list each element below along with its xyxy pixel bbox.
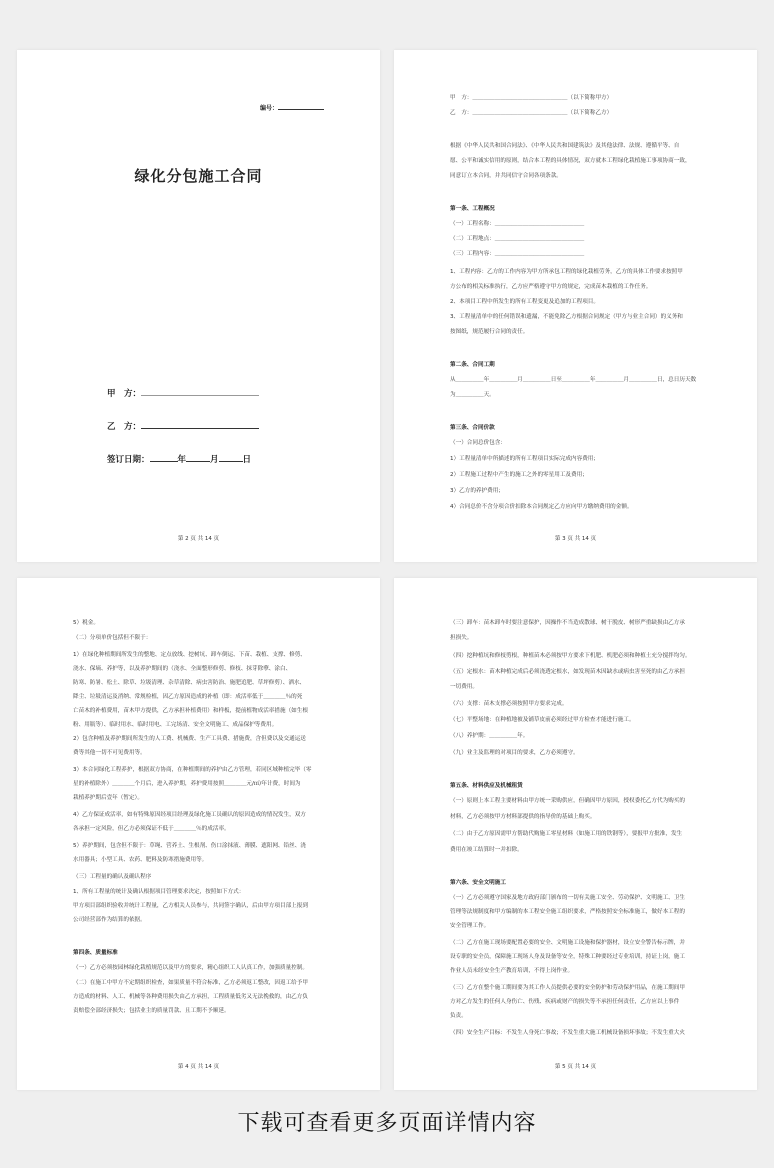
- text-line: 栽植养护期后壹年（暂定）。: [73, 795, 143, 801]
- text-line: 方造成的材料、人工、机械等各种费用损失由乙方承担，工程质量低劣又无法挽救的，由乙方负: [73, 994, 308, 1000]
- text-line: 亡苗木的补植费用，苗木甲方提供，乙方承担补植费用）和样板，提前植物成活率措施（如生根: [73, 708, 308, 714]
- text-line: （三）卸车：苗木卸车时要注意保护，因操作不当造成散球、树干脱皮、树形严重缺损由乙方承: [450, 620, 685, 626]
- text-line: 2）包含种植及养护期间所发生的人工费、机械费、生产工具费、措施费，含但费以及交通运送: [73, 736, 306, 742]
- page-contract-2: [17, 578, 380, 1090]
- text-line: 设专职的安全员，保障施工现场人身及设备等安全，特殊工种要经过专业培训，持证上岗，施工: [450, 954, 685, 960]
- page-footer: 第 5 页 共 14 页: [554, 1064, 597, 1070]
- text-line: 按图纸，规范履行合同的责任。: [450, 329, 529, 335]
- text-line: （三）工程内容：＿＿＿＿＿＿＿＿＿＿＿＿＿＿＿＿: [450, 251, 585, 257]
- text-line: 4）乙方保证成活率，如有特殊原因经项目经理及绿化施工员确认的原因造成的情况发生，双方: [73, 812, 306, 818]
- text-line: 4）合同总价不含分项合价扣除本合同规定乙方应向甲方缴纳费用的金额。: [450, 504, 633, 510]
- text-line: （一）原则上本工程主要材料由甲方统一采购供应，但确因甲方原因，授权委托乙方代为购买的: [450, 798, 685, 804]
- text-line: （一）合同总价包含：: [450, 440, 506, 446]
- text-line: （三）乙方在整个施工期间要为其工作人员提供必要的安全防护和劳动保护用品，在施工期间甲: [450, 985, 685, 991]
- text-line: 负责。: [450, 1013, 467, 1019]
- section-heading: 第三条、合同价款: [450, 425, 495, 431]
- text-line: （二）乙方在施工现场要配置必要的安全、文明施工设施和保护器材，设立安全警告标示牌，并: [450, 940, 685, 946]
- party-b: 乙 方：: [107, 420, 259, 432]
- text-line: 为＿＿＿＿＿天。: [450, 392, 495, 398]
- text-line: （一）工程名称：＿＿＿＿＿＿＿＿＿＿＿＿＿＿＿＿: [450, 221, 585, 227]
- text-line: 各承担一定风险，但乙方必须保证不低于＿＿＿＿％的成活率。: [73, 826, 230, 832]
- text-line: 3）本合同绿化工程养护，根据双方协商，在种植期间的养护由乙方管理，若同区域种植完毕（零: [73, 767, 312, 773]
- text-line: 5）养护期间，包含但不限于：草绳、营养土、生根剂、伤口涂抹液、薄膜、遮阳网、铅丝、浇: [73, 843, 306, 849]
- sign-date: 签订日期： 年 月 日: [107, 455, 252, 465]
- contract-number-blank: [278, 103, 324, 110]
- text-line: 一切费用。: [450, 684, 478, 690]
- text-line: 星的补植除外）＿＿＿＿个月后，进入养护期，养护费用按照＿＿＿＿元/㎡/年计费，时间为: [73, 781, 301, 787]
- text-line: 5）税金。: [73, 620, 99, 626]
- text-line: （四）挖种植坑和修枝剪根，种植苗木必须按甲方要求下机肥、机肥必须和种植土充分搅拌均匀。: [450, 653, 691, 659]
- page-footer: 第 2 页 共 14 页: [177, 536, 220, 542]
- text-line: 降尘、垃圾清运及消纳、常规检植，因乙方原因造成的补植（即：成活率低于＿＿＿＿％的死: [73, 694, 303, 700]
- text-line: 2）工程施工过程中产生的施工之外的零星用工及费用；: [450, 472, 588, 478]
- text-line: 水用器具；小型工具、农药、肥料及防寒措施费用等。: [73, 857, 208, 863]
- section-heading: 第六条、安全文明施工: [450, 880, 506, 886]
- text-line: （七）平整场地：在种植地被及铺草皮前必须经过甲方检查才能进行施工。: [450, 717, 635, 723]
- party-b-blank: [141, 422, 259, 429]
- text-line: 责赔偿全部经济损失；包括业主的质量罚款、且工期不予顺延。: [73, 1008, 230, 1014]
- text-line: （一）乙方必须遵守国家及地方政府部门颁布的一切有关施工安全、劳动保护、文明施工、卫生: [450, 895, 685, 901]
- text-line: 担损失。: [450, 635, 473, 641]
- text-line: （二）由于乙方原因需甲方帮助代购施工零星材料（如施工用的铁钢等），要报甲方批准，发生: [450, 831, 683, 837]
- party-a: 甲 方：: [107, 387, 259, 399]
- text-line: 根据《中华人民共和国合同法》、《中华人民共和国建筑法》及其他法律、法规、遵循平等、自: [450, 143, 680, 149]
- page-cover: [17, 50, 380, 562]
- text-line: （九）业主及监理的对项目的要求，乙方必须遵守。: [450, 750, 579, 756]
- text-line: （二）工程地点：＿＿＿＿＿＿＿＿＿＿＿＿＿＿＿＿: [450, 236, 585, 242]
- text-line: 愿、公平和诚实信用的原则，结合本工程的具体情况，双方就本工程绿化栽植施工事项协商一致，: [450, 158, 691, 164]
- page-footer: 第 4 页 共 14 页: [177, 1064, 220, 1070]
- text-line: 同意订立本合同，并共同信守合同各项条款。: [450, 173, 562, 179]
- text-line: 方公布的相关标准执行，乙方应严格遵守甲方的规定，完成苗木栽植的工作任务。: [450, 284, 652, 290]
- text-line: 1）在绿化种植期间所发生的整地、定点放线、挖树坑、卸车倒运、下苗、栽植、支撑、修剪、: [73, 652, 306, 658]
- text-line: 1、工程内容：乙方的工作内容为甲方所承包工程的绿化栽植劳务，乙方的具体工作要求按照甲: [450, 269, 683, 275]
- section-heading: 第一条、工程概况: [450, 206, 495, 212]
- document-title: 绿化分包施工合同: [134, 167, 263, 185]
- contract-number: 编号：: [260, 103, 324, 112]
- text-line: 1、所有工程量的统计及确认根据项目管理要求决定，按照如下方式：: [73, 889, 245, 895]
- text-line: 2、本项目工程中所发生的所有工程变更及追加的工程项目。: [450, 299, 599, 305]
- section-heading: 第二条、合同工期: [450, 362, 495, 368]
- party-a-blank: [141, 389, 259, 396]
- section-heading: 第四条、质量标准: [73, 950, 118, 956]
- page-contract-1: [394, 50, 757, 562]
- text-line: （五）定根水：苗木种植完成后必须浇透定根水，如发现苗木因缺水或病虫害至死的由乙方承担: [450, 669, 685, 675]
- text-line: 费用在竣工结算时一并扣除。: [450, 847, 523, 853]
- text-line: 安全管理工作。: [450, 923, 490, 929]
- section-heading: 第五条、材料供应及机械租赁: [450, 783, 523, 789]
- text-line: 3、工程量清单中的任何错误和遗漏，不能免除乙方根据合同规定（甲方与业主合同）的义务和: [450, 314, 683, 320]
- download-more-caption: 下载可查看更多页面详情内容: [237, 1111, 537, 1136]
- text-line: 方对乙方发生的任何人身伤亡、伤残、疾病或财产的损失等不承担任何责任，乙方应以上事件: [450, 999, 680, 1005]
- text-line: （一）乙方必须按园林绿化栽植规范以及甲方的要求，精心组织工人认真工作，加强质量控制。: [73, 965, 308, 971]
- text-line: （三）工程量的确认及确认程序: [73, 874, 152, 880]
- text-line: （四）安全生产目标：不发生人身死亡事故；不发生重大施工机械设备损坏事故；不发生重大火: [450, 1030, 685, 1036]
- text-line: 浇水、保墒、养护等，以及养护期间的（浇水、全面整形修剪、修枝、抹芽除孽、涂白、: [73, 666, 292, 672]
- text-line: 费等其他一切不可见费用等。: [73, 750, 146, 756]
- text-line: 1）工程量清单中所描述的所有工程项目实际完成内容费用；: [450, 456, 599, 462]
- text-line: （二）在施工中甲方不定期组织检查，如果质量不符合标准，乙方必须返工整改，因返工给予甲: [73, 980, 308, 986]
- text-line: 管理等法规制度和甲方编制的本工程安全施工组织要求，严格按照安全标准施工，做好本工程的: [450, 909, 685, 915]
- text-line: 3）乙方的养护费用；: [450, 488, 504, 494]
- text-line: 作业人员未经安全生产教育培训，不得上岗作业。: [450, 968, 574, 974]
- text-line: 从＿＿＿＿＿年＿＿＿＿＿月＿＿＿＿＿日至＿＿＿＿＿年＿＿＿＿＿月＿＿＿＿＿日，总日历天数: [450, 377, 697, 383]
- text-line: （六）支撑：苗木支撑必须按照甲方要求完成。: [450, 701, 568, 707]
- page-contract-3: [394, 578, 757, 1090]
- text-line: 防寒、防暑、松土、除草、垃圾清理、杂草清除、病虫害防治、施肥追肥、草坪修剪）、洒水、: [73, 680, 306, 686]
- text-line: 公司经营部作为结算的依据。: [73, 917, 146, 923]
- text-line: 粉、用瓶等）、临时用水、临时用电、工完场清、安全文明施工、成品保护等费用。: [73, 722, 278, 728]
- text-line: 甲 方：＿＿＿＿＿＿＿＿＿＿＿＿＿＿＿＿＿（以下简称甲方）: [450, 95, 613, 101]
- text-line: 材料，乙方必须按甲方材料部提供的指导价的基础上购买。: [450, 814, 596, 820]
- text-line: （八）养护期：＿＿＿＿＿年。: [450, 733, 529, 739]
- text-line: 乙 方：＿＿＿＿＿＿＿＿＿＿＿＿＿＿＿＿＿（以下简称乙方）: [450, 110, 613, 116]
- page-footer: 第 3 页 共 14 页: [554, 536, 597, 542]
- text-line: 甲方项目部组织验收并统计工程量，乙方相关人员参与，共同签字确认，后由甲方项目部上报到: [73, 903, 308, 909]
- text-line: （二）分项单价包括但不限于：: [73, 635, 152, 641]
